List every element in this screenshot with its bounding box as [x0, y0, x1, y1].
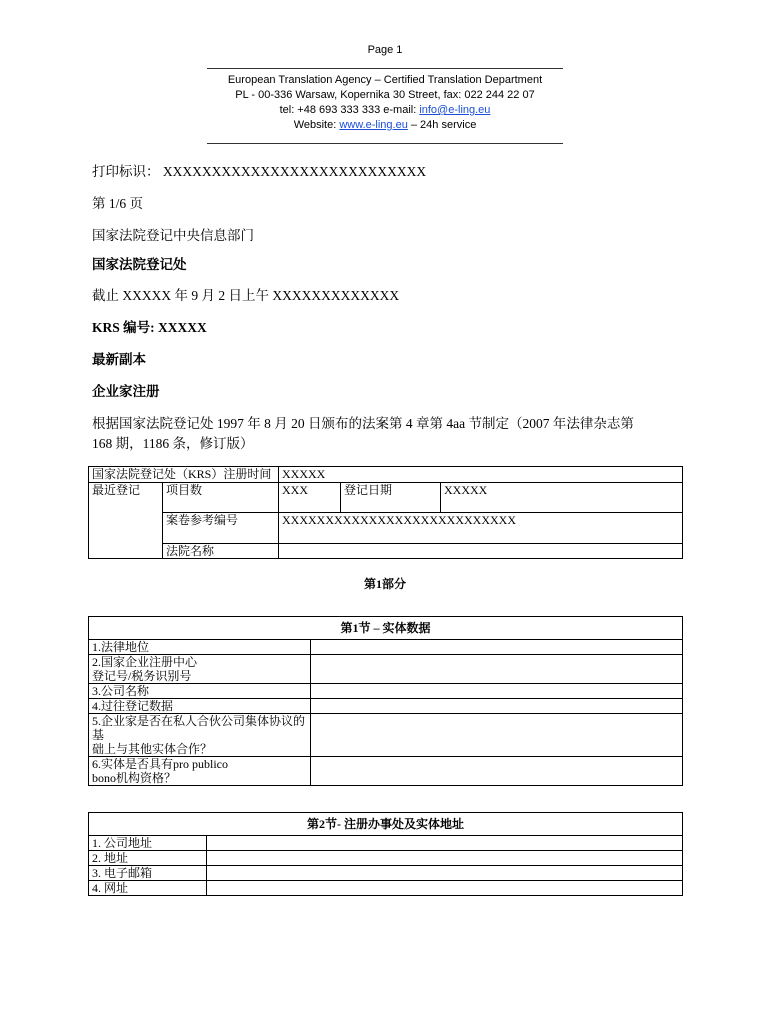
website-suffix: – 24h service: [407, 119, 477, 131]
row-label: 1.法律地位: [89, 640, 311, 655]
table-row: [89, 684, 683, 699]
row-value: [207, 866, 683, 881]
section2-title: 第2节- 注册办事处及实体地址: [89, 813, 683, 836]
print-id: 打印标识： XXXXXXXXXXXXXXXXXXXXXXXXXXX: [92, 164, 427, 179]
table-row: [89, 851, 683, 866]
court-name-label: 法院名称: [163, 544, 279, 559]
item-count-label: 项目数: [163, 483, 279, 513]
agency-contact: [0, 103, 770, 118]
reg-time-value: XXXXX: [279, 467, 683, 483]
legal-basis-line1: 根据国家法院登记处 1997 年 8 月 20 日颁布的法案第 4 章第 4aa 节制定（2007 年法律杂志第: [92, 416, 634, 431]
row-value: [311, 684, 683, 699]
page-of: 第 1/6 页: [92, 196, 144, 211]
entrepreneur-register: 企业家注册: [92, 384, 160, 399]
email-link[interactable]: info@e-ling.eu: [419, 104, 491, 116]
table-row: [89, 866, 683, 881]
registry-name: 国家法院登记处: [92, 257, 187, 272]
row-value: [207, 836, 683, 851]
file-ref-value: XXXXXXXXXXXXXXXXXXXXXXXXXXX: [279, 513, 683, 544]
table-row: [89, 699, 683, 714]
row-label: 3. 电子邮箱: [89, 866, 207, 881]
legal-basis-line2: 168 期，1186 条，修订版）: [92, 436, 254, 451]
row-label: 4. 网址: [89, 881, 207, 896]
department: 国家法院登记中央信息部门: [92, 228, 254, 243]
item-count-value: XXX: [279, 483, 341, 513]
latest-entry-label: 最近登记: [89, 483, 163, 559]
row-value: [311, 655, 683, 684]
row-value: [311, 714, 683, 757]
agency-website: [0, 118, 770, 133]
latest-copy: 最新副本: [92, 352, 146, 367]
header-rule-top: [207, 68, 563, 69]
file-ref-label: 案卷参考编号: [163, 513, 279, 544]
entry-date-label: 登记日期: [341, 483, 441, 513]
part1-title: 第1部分: [363, 577, 406, 591]
row-value: [311, 640, 683, 655]
agency-name: European Translation Agency – Certified Translation Department: [227, 74, 543, 86]
row-value: [311, 699, 683, 714]
section1-title: 第1节 – 实体数据: [89, 617, 683, 640]
row-label: 2. 地址: [89, 851, 207, 866]
reg-time-label: 国家法院登记处（KRS）注册时间: [89, 467, 279, 483]
row-value: [207, 851, 683, 866]
row-label: 4.过往登记数据: [89, 699, 311, 714]
as-of-date: 截止 XXXXX 年 9 月 2 日上午 XXXXXXXXXXXXX: [92, 288, 400, 303]
tel-text: tel: +48 693 333 333 e-mail:: [279, 104, 420, 116]
table-row: [89, 714, 683, 757]
header-rule-bottom: [207, 143, 563, 144]
row-label: 6.实体是否具有pro publico bono机构资格？: [89, 757, 311, 786]
table-row: [89, 836, 683, 851]
row-label: 1. 公司地址: [89, 836, 207, 851]
entry-date-value: XXXXX: [441, 483, 683, 513]
row-label: 3.公司名称: [89, 684, 311, 699]
table-row: [89, 640, 683, 655]
krs-number: KRS 编号: XXXXX: [92, 320, 207, 335]
row-label: 5.企业家是否在私人合伙公司集体协议的基 础上与其他实体合作？: [89, 714, 311, 757]
row-value: [207, 881, 683, 896]
page-number: Page 1: [367, 44, 403, 56]
section2-table: [88, 812, 683, 896]
table-row: [89, 655, 683, 684]
row-label: 2.国家企业注册中心 登记号/税务识别号: [89, 655, 311, 684]
row-value: [311, 757, 683, 786]
court-name-value: [279, 544, 683, 559]
table-row: [89, 881, 683, 896]
website-prefix: Website:: [293, 119, 340, 131]
table-row: [89, 757, 683, 786]
website-link[interactable]: www.e-ling.eu: [339, 119, 408, 131]
registry-table: [88, 466, 683, 559]
section1-table: [88, 616, 683, 786]
agency-address: PL - 00-336 Warsaw, Kopernika 30 Street, fax: 022 244 22 07: [235, 89, 535, 101]
